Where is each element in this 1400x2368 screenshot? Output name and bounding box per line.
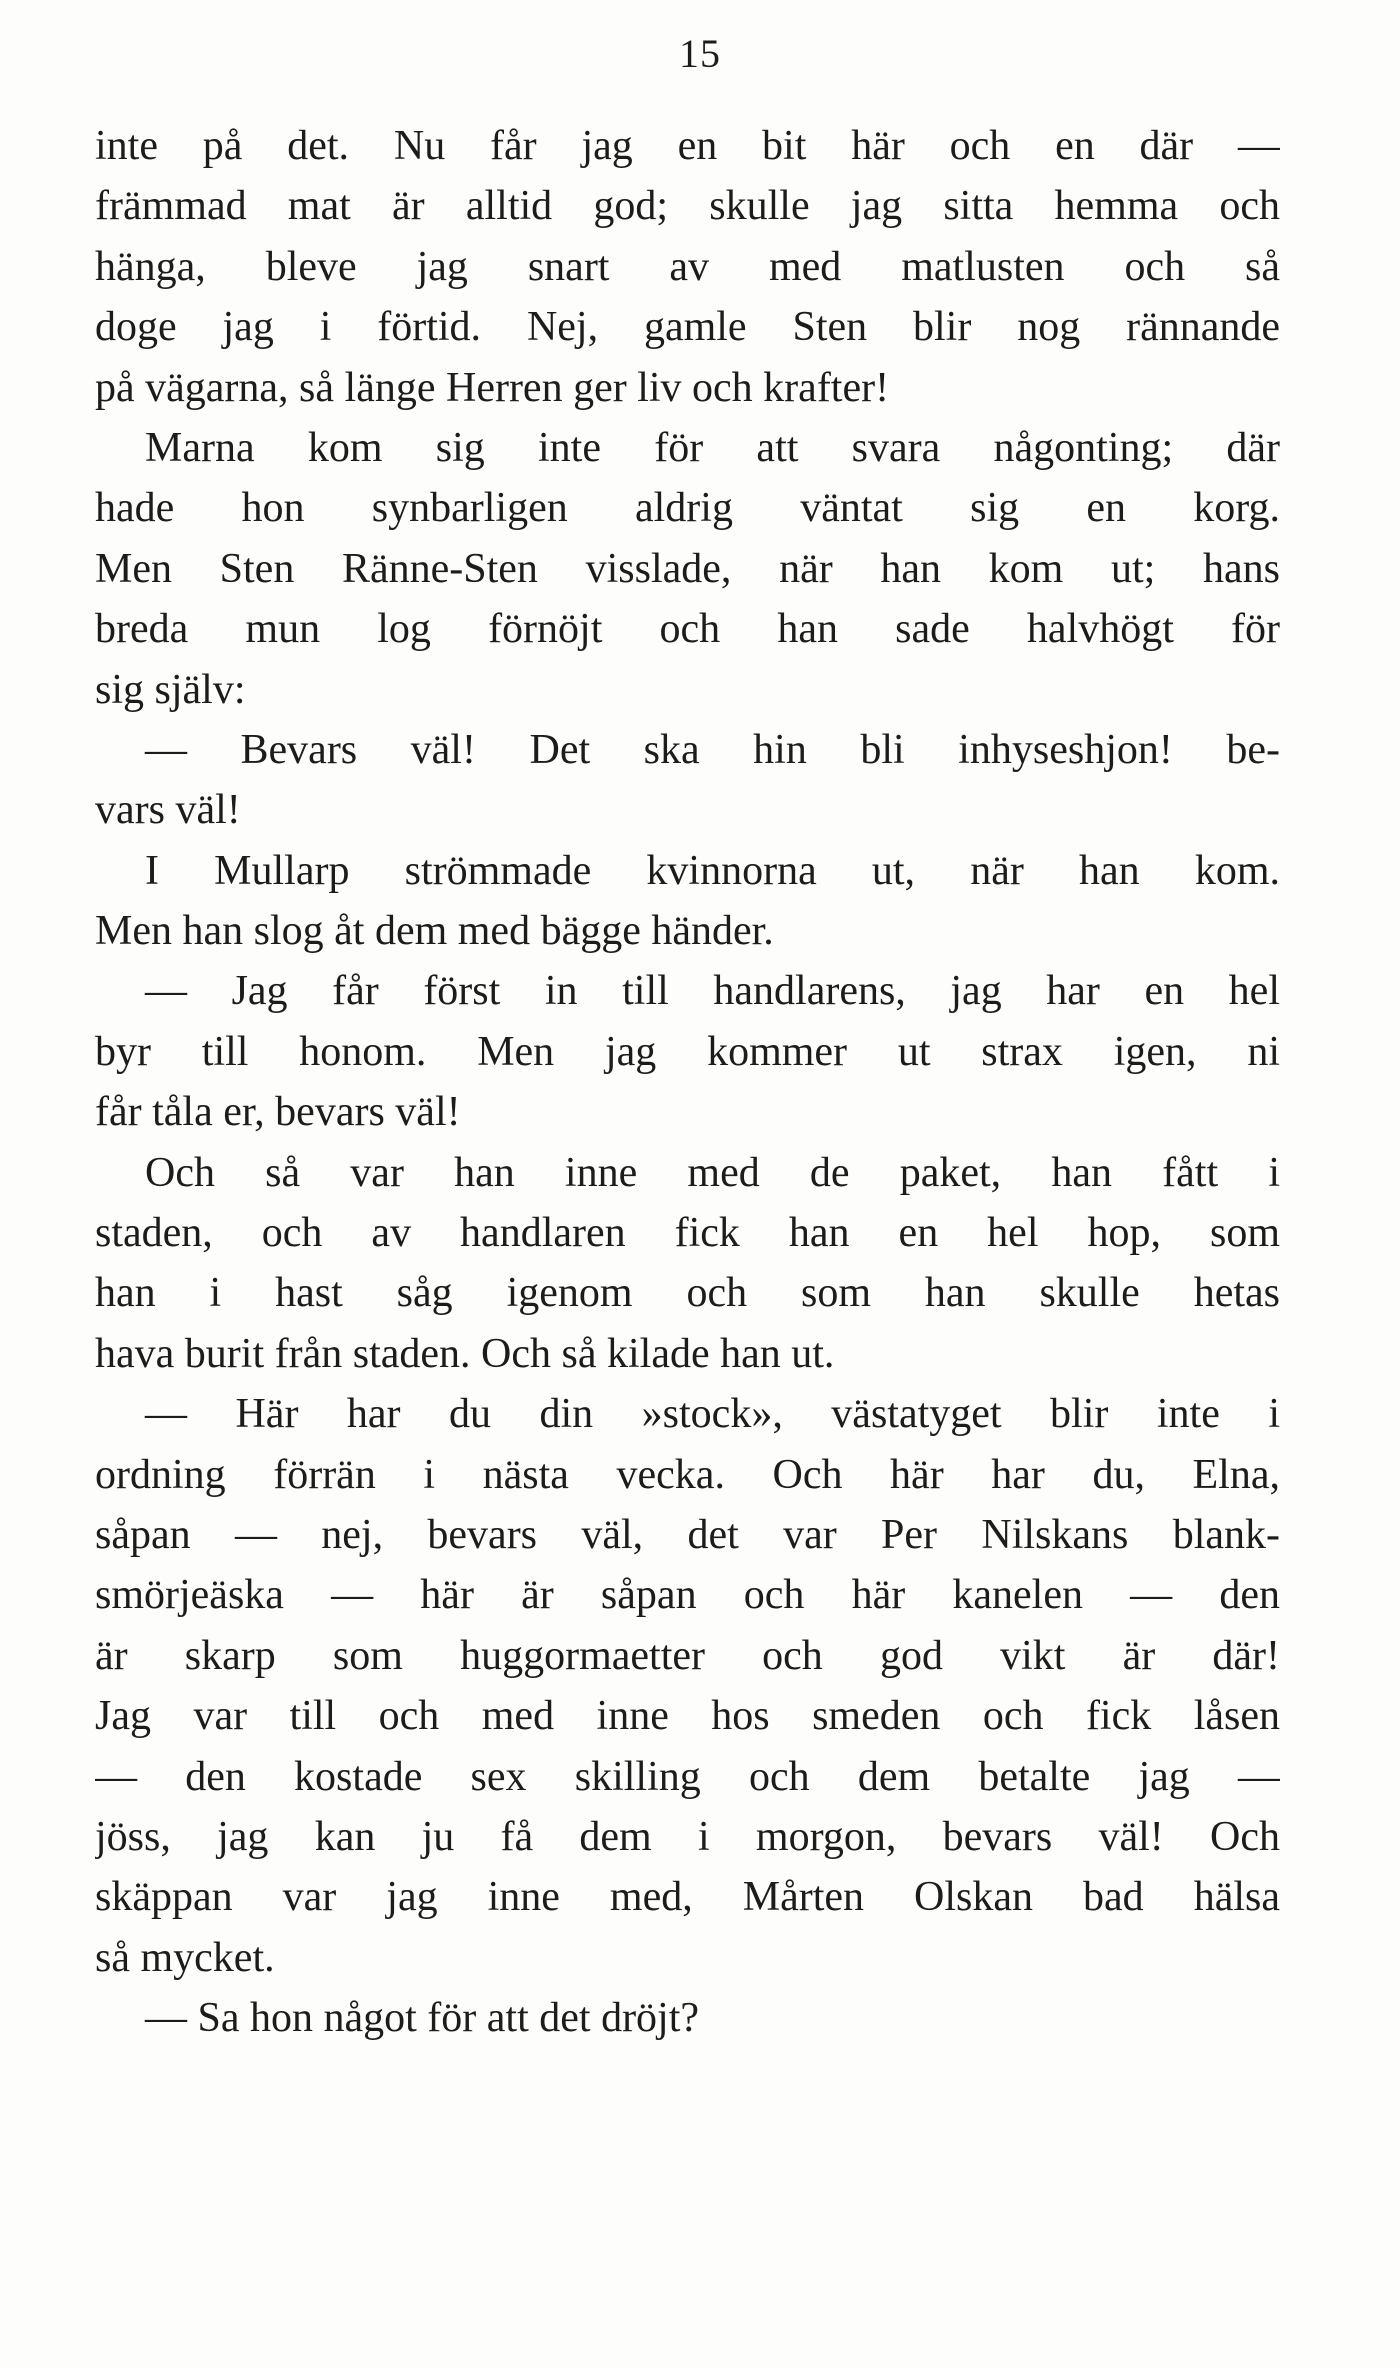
text-line: — Sa hon något för att det dröjt? [145,1995,700,2042]
text-line: sig själv: [95,666,246,713]
text-line: breda mun log förnöjt och han sade halvhögt för [95,606,1280,653]
text-line: hade hon synbarligen aldrig väntat sig en korg. [95,485,1280,532]
text-line: jöss, jag kan ju få dem i morgon, bevars väl! Och [95,1813,1280,1860]
text-line: såpan — nej, bevars väl, det var Per Nilskans blank- [95,1511,1280,1558]
text-line: — den kostade sex skilling och dem betalte jag — [95,1753,1280,1800]
text-line: han i hast såg igenom och som han skulle hetas [95,1270,1280,1317]
text-line: på vägarna, så länge Herren ger liv och krafter! [95,364,890,411]
text-line: staden, och av handlaren fick han en hel hop, som [95,1210,1280,1257]
text-line: ordning förrän i nästa vecka. Och här har du, Elna, [95,1451,1280,1498]
text-line: vars väl! [95,787,241,834]
text-line: doge jag i förtid. Nej, gamle Sten blir nog rännande [95,304,1280,351]
text-line: Marna kom sig inte för att svara någonting; där [145,424,1280,471]
text-line: så mycket. [95,1934,275,1981]
text-line: får tåla er, bevars väl! [95,1089,461,1136]
text-line: Jag var till och med inne hos smeden och fick låsen [95,1693,1280,1740]
text-line: skäppan var jag inne med, Mårten Olskan bad hälsa [95,1874,1280,1921]
text-line: smörjeäska — här är såpan och här kanelen — den [95,1572,1280,1619]
text-line: hava burit från staden. Och så kilade han ut. [95,1330,835,1377]
text-line: — Här har du din »stock», västatyget blir inte i [145,1391,1280,1438]
text-line: är skarp som huggormaetter och god vikt är där! [95,1632,1280,1679]
text-line: — Bevars väl! Det ska hin bli inhyseshjon! be- [145,726,1280,773]
text-line: Men Sten Ränne-Sten visslade, när han kom ut; hans [95,545,1280,592]
text-line: — Jag får först in till handlarens, jag har en hel [145,968,1280,1015]
text-line: I Mullarp strömmade kvinnorna ut, när han kom. [145,847,1280,894]
body-text [95,116,1280,2049]
text-line: byr till honom. Men jag kommer ut strax igen, ni [95,1028,1280,1075]
text-line: hänga, bleve jag snart av med matlusten och så [95,243,1280,290]
page-number: 15 [679,31,721,76]
text-line: främmad mat är alltid god; skulle jag sitta hemma och [95,183,1280,230]
text-line: inte på det. Nu får jag en bit här och en där — [95,123,1280,169]
text-line: Men han slog åt dem med bägge händer. [95,908,774,955]
text-line: Och så var han inne med de paket, han fått i [145,1149,1280,1196]
